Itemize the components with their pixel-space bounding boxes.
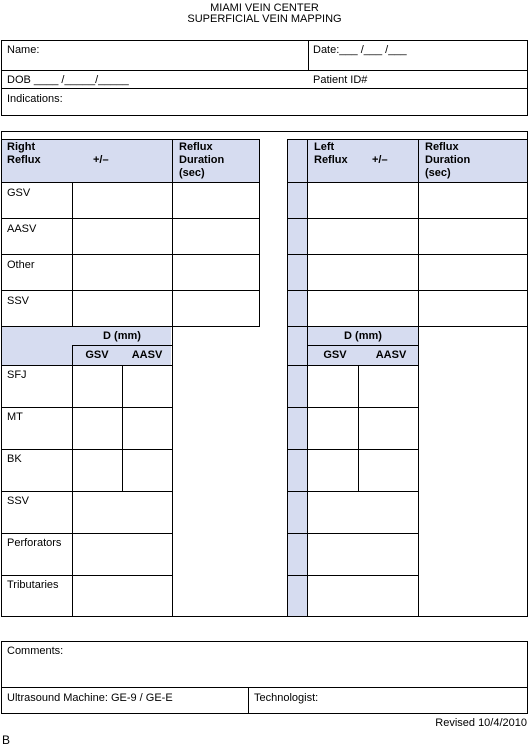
right-d-col-gsv: GSV [85,349,109,361]
right-plusminus-label: +/– [93,154,109,166]
left-duration-label-1: Reflux [425,141,459,153]
right-d-row-sfj: SFJ [7,369,27,381]
indications-field[interactable]: Indications: [7,93,63,105]
right-d-row-bk: BK [7,453,22,465]
left-row-label-shade [288,139,307,616]
right-d-row-tributaries: Tributaries [7,579,59,591]
right-row-ssv: SSV [7,295,30,307]
form-subtitle: SUPERFICIAL VEIN MAPPING [187,13,342,25]
right-d-row-perforators: Perforators [7,537,62,549]
comments-field[interactable]: Comments: [7,645,64,657]
left-d-header: D (mm) [344,330,382,342]
ultrasound-machine-field[interactable]: Ultrasound Machine: GE-9 / GE-E [7,692,173,704]
figure-letter: B [2,733,11,747]
left-d-col-aasv: AASV [375,349,407,361]
right-row-other: Other [7,259,35,271]
right-d-row-ssv: SSV [7,495,30,507]
right-duration-label-1: Reflux [179,141,213,153]
date-field[interactable]: Date:___ /___ /___ [313,44,407,56]
right-side-label: Right [7,141,36,153]
name-field[interactable]: Name: [7,44,40,56]
dob-field[interactable]: DOB ____ /_____/_____ [7,74,129,86]
right-row-aasv: AASV [7,223,37,235]
right-d-row-mt: MT [7,411,23,423]
mapping-table [1,131,528,617]
right-reflux-label: Reflux [7,154,41,166]
left-duration-label-3: (sec) [425,167,451,179]
revised-date: Revised 10/4/2010 [435,717,527,729]
right-duration-label-2: Duration [179,154,225,166]
left-plusminus-label: +/– [372,154,388,166]
right-duration-label-3: (sec) [179,167,205,179]
left-reflux-label: Reflux [314,154,348,166]
right-d-header: D (mm) [103,330,141,342]
patient-id-field[interactable]: Patient ID# [313,74,368,86]
left-d-col-gsv: GSV [323,349,347,361]
left-side-label: Left [314,141,335,153]
form-title: MIAMI VEIN CENTER [210,2,319,14]
right-d-col-aasv: AASV [131,349,163,361]
left-duration-label-2: Duration [425,154,471,166]
technologist-field[interactable]: Technologist: [254,692,319,704]
right-row-gsv: GSV [7,187,31,199]
